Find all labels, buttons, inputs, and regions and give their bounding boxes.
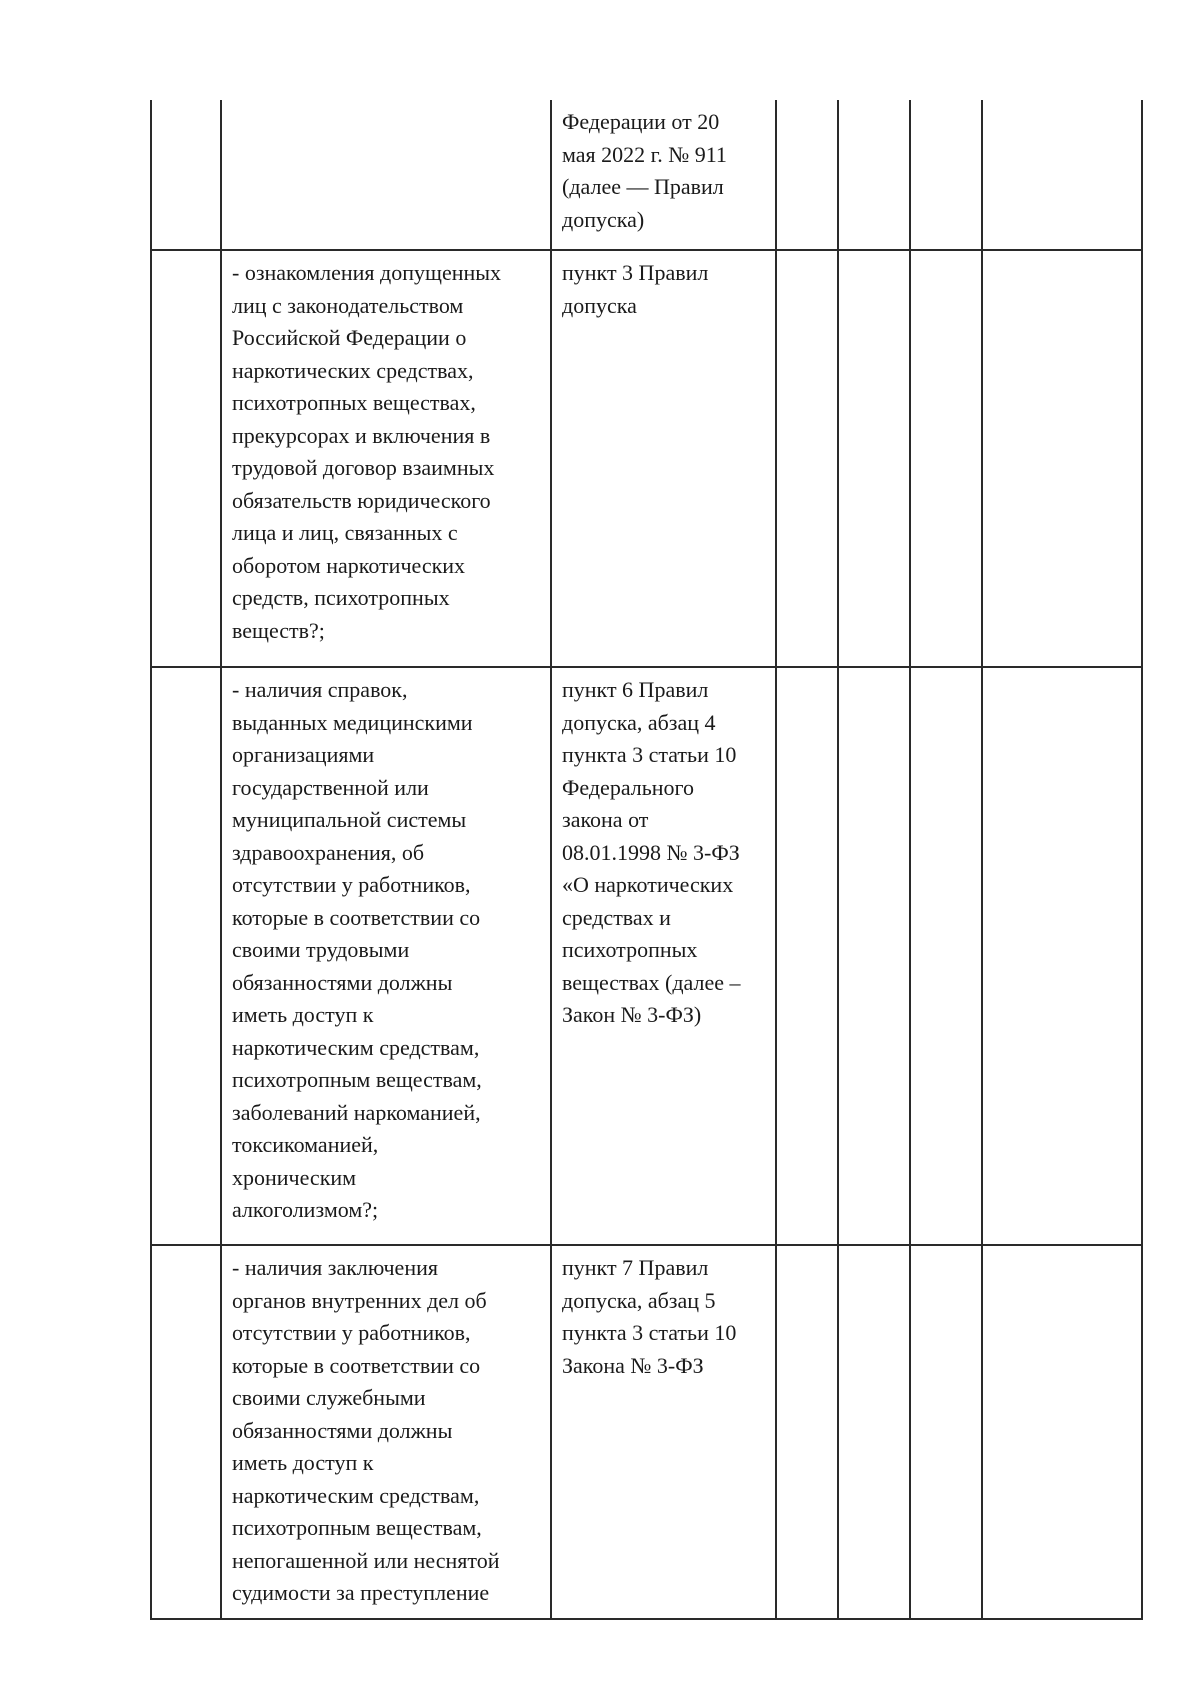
note-cell bbox=[982, 250, 1142, 667]
answer-na-cell bbox=[910, 667, 982, 1245]
note-cell bbox=[982, 100, 1142, 250]
table-row bbox=[151, 250, 1142, 667]
note-cell bbox=[982, 1245, 1142, 1619]
number-cell bbox=[151, 667, 221, 1245]
answer-no-cell bbox=[838, 100, 910, 250]
requirement-cell: - наличия заключения органов внутренних дел об отсутствии у работников, которые в соответствии со своими служебными обязанностями должны иметь доступ к наркотическим средствам, психотропным веществам, непогашенной или неснятой судимости за преступление bbox=[221, 1245, 551, 1619]
answer-yes-cell bbox=[776, 250, 838, 667]
reference-cell: пункт 7 Правил допуска, абзац 5 пункта 3 статьи 10 Закона № 3-ФЗ bbox=[551, 1245, 776, 1619]
reference-cell: Федерации от 20 мая 2022 г. № 911 (далее — Правил допуска) bbox=[551, 100, 776, 250]
answer-na-cell bbox=[910, 100, 982, 250]
reference-cell: пункт 6 Правил допуска, абзац 4 пункта 3 статьи 10 Федерального закона от 08.01.1998 № 3-ФЗ «О наркотических средствах и психотропных веществах (далее – Закон № 3-ФЗ) bbox=[551, 667, 776, 1245]
answer-yes-cell bbox=[776, 100, 838, 250]
requirement-cell bbox=[221, 100, 551, 250]
answer-na-cell bbox=[910, 1245, 982, 1619]
table-row bbox=[151, 667, 1142, 1245]
number-cell bbox=[151, 250, 221, 667]
number-cell bbox=[151, 100, 221, 250]
reference-cell: пункт 3 Правил допуска bbox=[551, 250, 776, 667]
table-row bbox=[151, 100, 1142, 250]
note-cell bbox=[982, 667, 1142, 1245]
table-row bbox=[151, 1245, 1142, 1619]
answer-no-cell bbox=[838, 250, 910, 667]
answer-na-cell bbox=[910, 250, 982, 667]
number-cell bbox=[151, 1245, 221, 1619]
checklist-table bbox=[150, 100, 1143, 1620]
answer-no-cell bbox=[838, 1245, 910, 1619]
requirement-cell: - наличия справок, выданных медицинскими организациями государственной или муниципальной системы здравоохранения, об отсутствии у работников, которые в соответствии со своими трудовыми обязанностями должны иметь доступ к наркотическим средствам, психотропным веществам, заболеваний наркоманией, токсикоманией, хроническим алкоголизмом?; bbox=[221, 667, 551, 1245]
answer-yes-cell bbox=[776, 1245, 838, 1619]
answer-yes-cell bbox=[776, 667, 838, 1245]
requirement-cell: - ознакомления допущенных лиц с законодательством Российской Федерации о наркотических средствах, психотропных веществах, прекурсорах и включения в трудовой договор взаимных обязательств юридического лица и лиц, связанных с оборотом наркотических средств, психотропных веществ?; bbox=[221, 250, 551, 667]
answer-no-cell bbox=[838, 667, 910, 1245]
